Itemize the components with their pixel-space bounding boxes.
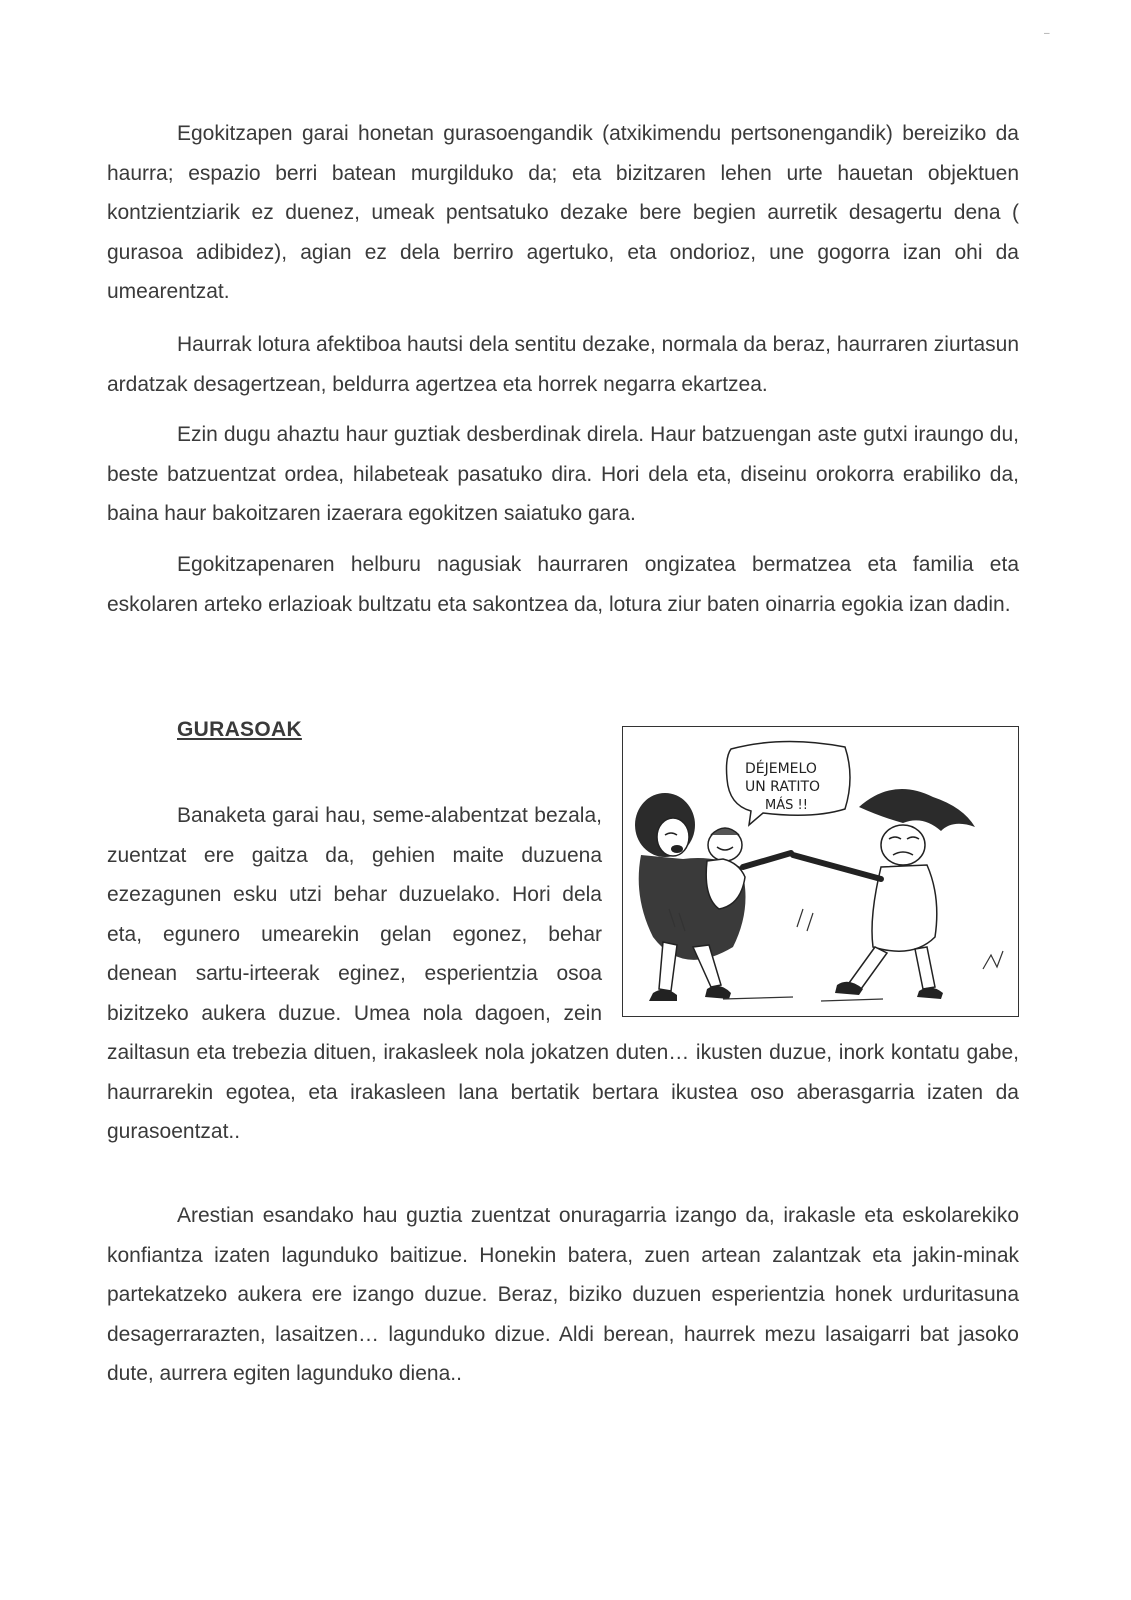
ground-line [723, 997, 883, 1001]
section-paragraph-1-block [107, 761, 1019, 1152]
motion-lines [797, 909, 813, 931]
cartoon-image [622, 726, 1019, 1017]
paragraph-1: Egokitzapen garai honetan gurasoengandik (atxikimendu pertsonengandik) bereiziko da haurra; espazio berri batean murgilduko da; eta bizitzaren lehen urte hauetan objektuen kontzientziarik ez duenez, umeak pentsatuko dezake bere begien aurretik desagertu dena ( gurasoa adibidez), agian ez dela berriro agertuko, eta ondorioz, une gogorra izan ohi da umearentzat. [107, 122, 1019, 303]
section-paragraph-2: Arestian esandako hau guztia zuentzat onuragarria izango da, irakasle eta eskolarekiko konfiantza izaten lagunduko baitizue. Honekin batera, zuen artean zalantzak eta jakin-minak partekatzeko aukera ere izango duzue. Beraz, biziko duzuen esperientzia honek urduritasuna desagerrarazten, lasaitzen… lagunduko dizue. Aldi berean, haurrek mezu lasaigarri bat jasoko dute, aurrera egiten lagunduko diena.. [107, 1204, 1019, 1385]
scan-speck: – [1044, 28, 1050, 39]
paragraph-4: Egokitzapenaren helburu nagusiak haurraren ongizatea bermatzea eta familia eta eskolaren arteko erlazioak bultzatu eta sakontzea da, lotura ziur baten oinarria egokia izan dadin. [107, 553, 1019, 616]
speech-line-1: DÉJEMELO [745, 761, 817, 777]
paragraph-3: Ezin dugu ahaztu haur guztiak desberdinak direla. Haur batzuengan aste gutxi iraungo du, beste batzuentzat ordea, hilabeteak pasatuko dira. Hori dela eta, diseinu orokorra erabiliko da, baina haur bakoitzaren izaerara egokitzen saiatuko gara. [107, 423, 1019, 525]
teacher-figure [793, 789, 975, 999]
paragraph-1-block [107, 114, 1019, 312]
child-figure [706, 828, 791, 909]
paragraph-3-block [107, 415, 1019, 534]
speech-line-3: MÁS !! [765, 798, 808, 813]
speech-line-2: UN RATITO [745, 779, 821, 795]
cartoon-illustration [623, 727, 1018, 1016]
paragraph-2: Haurrak lotura afektiboa hautsi dela sentitu dezake, normala da beraz, haurraren ziurtasun ardatzak desagertzean, beldurra agertzea eta horrek negarra ekartzea. [107, 333, 1019, 396]
section-paragraph-2-block [107, 1196, 1019, 1394]
paragraph-4-block [107, 545, 1019, 624]
section-paragraph-1: Banaketa garai hau, seme-alabentzat bezala, zuentzat ere gaitza da, gehien maite duzuena ezezagunen esku utzi behar duzuelako. Hori dela eta, egunero umearekin gelan egonez, behar denean sartu-irteerak eginez, esperientzia osoa bizitzeko aukera duzue. Umea nola dagoen, zein zailtasun eta trebezia dituen, irakasleek nola jokatzen duten… ikusten duzue, inork kontatu gabe, haurrarekin egotea, eta irakasleen lana bertatik bertara ikustea oso aberasgarria izaten da gurasoentzat.. [107, 804, 1019, 1143]
section-heading: GURASOAK [177, 718, 302, 741]
artist-signature [983, 951, 1003, 969]
paragraph-2-block [107, 325, 1019, 404]
